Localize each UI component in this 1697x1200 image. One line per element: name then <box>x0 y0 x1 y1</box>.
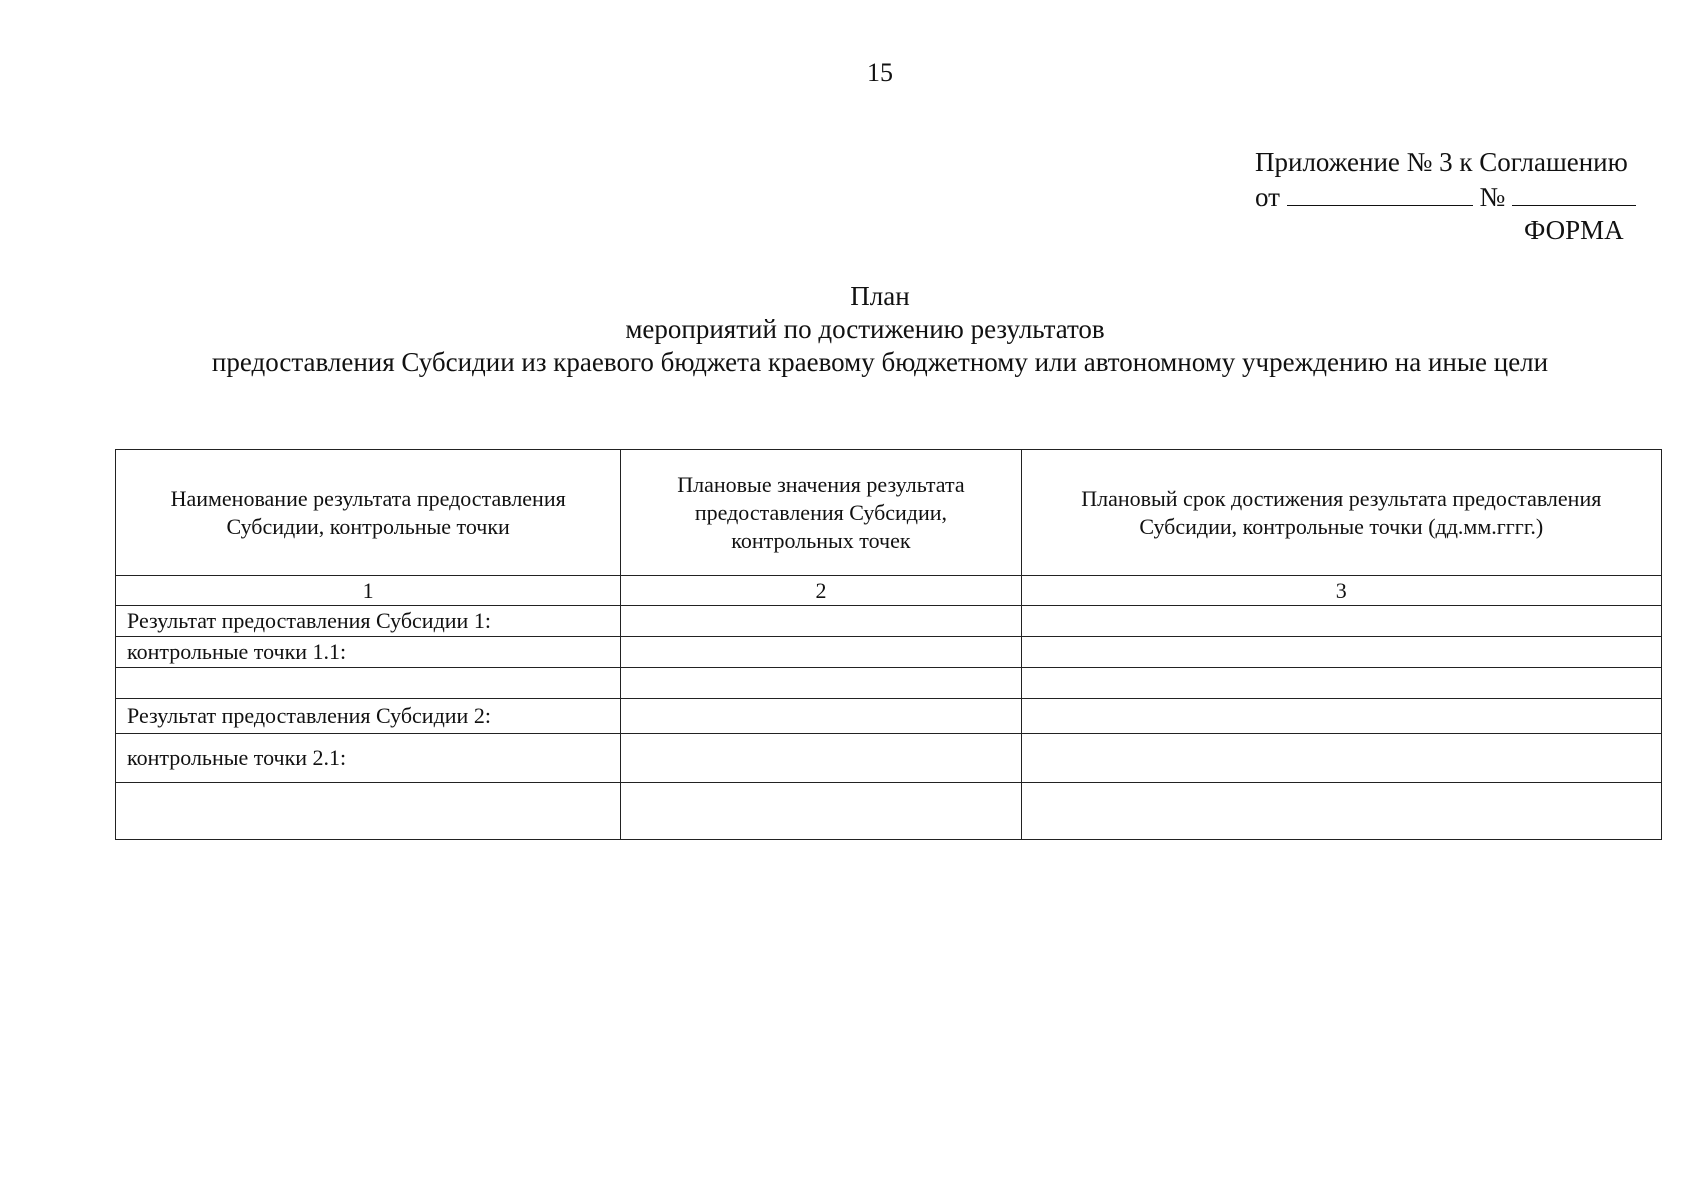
table-cell <box>1021 699 1661 734</box>
document-title <box>0 280 1697 379</box>
table-row <box>116 606 1662 637</box>
table-cell <box>621 606 1021 637</box>
table-cell <box>621 734 1021 783</box>
table-cell <box>1021 783 1661 840</box>
from-label: от <box>1255 182 1280 212</box>
appendix-header <box>1255 146 1636 214</box>
page-number: 15 <box>867 58 893 87</box>
table-cell <box>1021 734 1661 783</box>
table-cell <box>621 668 1021 699</box>
plan-table <box>115 449 1662 840</box>
table-cell: контрольные точки 2.1: <box>116 734 621 783</box>
title-line-3: предоставления Субсидии из краевого бюджета краевому бюджетному или автономному учреждению на иные цели <box>211 347 1549 377</box>
date-blank <box>1287 179 1473 206</box>
column-number: 2 <box>621 576 1021 606</box>
appendix-title: Приложение № 3 к Соглашению <box>1255 147 1628 177</box>
header-planned-values: Плановые значения результата предоставления Субсидии, контрольных точек <box>621 450 1021 576</box>
table-header-row <box>116 450 1662 576</box>
table-cell <box>1021 668 1661 699</box>
title-line-1: План <box>850 281 910 311</box>
table-cell <box>621 783 1021 840</box>
table-row <box>116 734 1662 783</box>
table-cell <box>1021 637 1661 668</box>
number-sign: № <box>1479 182 1506 212</box>
table-cell <box>621 637 1021 668</box>
header-result-name: Наименование результата предоставления Субсидии, контрольные точки <box>116 450 621 576</box>
header-planned-date: Плановый срок достижения результата предоставления Субсидии, контрольные точки (дд.мм.гггг.) <box>1021 450 1661 576</box>
table-row <box>116 668 1662 699</box>
table-row <box>116 637 1662 668</box>
column-number: 1 <box>116 576 621 606</box>
table-cell <box>116 783 621 840</box>
table-row <box>116 699 1662 734</box>
table-row <box>116 783 1662 840</box>
title-line-2: мероприятий по достижению результатов <box>625 314 1105 344</box>
table-cell: контрольные точки 1.1: <box>116 637 621 668</box>
appendix-date-number-line <box>1255 179 1636 214</box>
table-cell: Результат предоставления Субсидии 2: <box>116 699 621 734</box>
table-cell: Результат предоставления Субсидии 1: <box>116 606 621 637</box>
table-cell <box>1021 606 1661 637</box>
column-number: 3 <box>1021 576 1661 606</box>
column-numbers-row <box>116 576 1662 606</box>
table-cell <box>621 699 1021 734</box>
number-blank <box>1512 179 1636 206</box>
table-cell <box>116 668 621 699</box>
form-label: ФОРМА <box>1524 215 1624 245</box>
